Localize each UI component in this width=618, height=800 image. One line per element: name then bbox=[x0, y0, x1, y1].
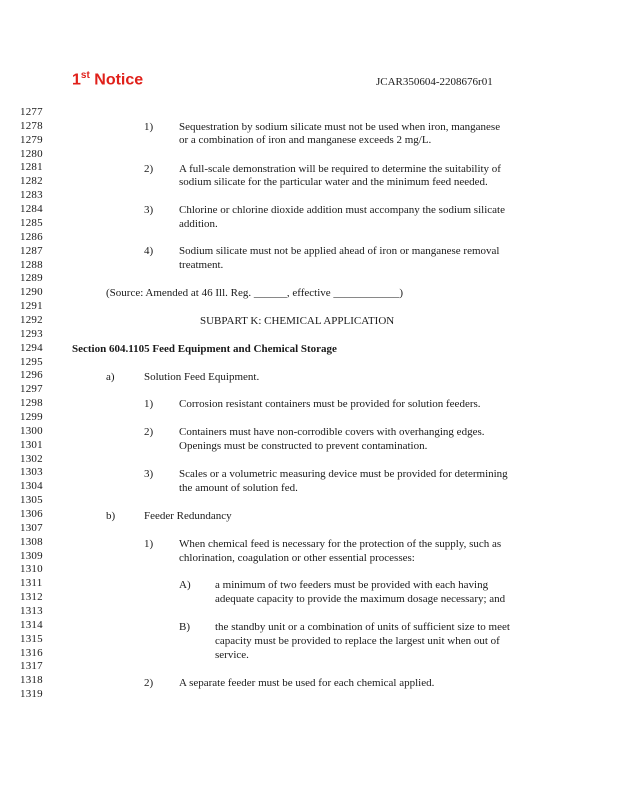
subsection-b-label: b) bbox=[106, 510, 116, 522]
line-number: 1315 bbox=[20, 632, 43, 645]
line-number: 1298 bbox=[20, 397, 43, 410]
subpart-heading: SUBPART K: CHEMICAL APPLICATION bbox=[200, 315, 395, 327]
line-number: 1310 bbox=[20, 563, 43, 576]
line-number: 1287 bbox=[20, 244, 43, 257]
line-number: 1278 bbox=[20, 119, 43, 132]
item-text-line: Scales or a volumetric measuring device must be provided for determining bbox=[179, 468, 508, 480]
item-text-line: Containers must have non-corrodible covers with overhanging edges. bbox=[179, 426, 485, 438]
notice-ordinal: 1 bbox=[72, 71, 81, 89]
source-blank-1: ______ bbox=[253, 287, 287, 299]
line-number: 1284 bbox=[20, 203, 43, 215]
item-label: 2) bbox=[144, 677, 154, 689]
line-number: 1312 bbox=[20, 591, 43, 604]
notice-title bbox=[72, 70, 143, 89]
line-number: 1285 bbox=[20, 216, 43, 229]
line-number: 1281 bbox=[20, 161, 43, 174]
item-text-line: A full-scale demonstration will be required to determine the suitability of bbox=[179, 163, 501, 175]
subitem-text-line: adequate capacity to provide the maximum dosage necessary; and bbox=[215, 593, 506, 605]
line-number: 1295 bbox=[20, 355, 43, 368]
subitem-text-line: service. bbox=[215, 649, 249, 661]
subitem-label: A) bbox=[179, 579, 191, 591]
item-text-line: or a combination of iron and manganese exceeds 2 mg/L. bbox=[179, 134, 432, 146]
notice-suffix: st bbox=[80, 70, 90, 81]
source-suffix: ) bbox=[399, 287, 404, 299]
line-number: 1303 bbox=[20, 466, 43, 479]
line-number: 1286 bbox=[20, 230, 43, 243]
item-label: 1) bbox=[144, 398, 154, 410]
line-number: 1313 bbox=[20, 605, 43, 617]
line-number: 1318 bbox=[20, 674, 43, 687]
line-number: 1304 bbox=[20, 480, 43, 493]
item-text-line: the amount of solution fed. bbox=[179, 482, 298, 494]
item-text-line: Openings must be constructed to prevent contamination. bbox=[179, 440, 428, 452]
item-text-line: Sodium silicate must not be applied ahead of iron or manganese removal bbox=[179, 245, 500, 257]
line-number: 1319 bbox=[20, 688, 43, 701]
line-number: 1279 bbox=[20, 133, 43, 146]
item-text-line: treatment. bbox=[179, 259, 224, 271]
line-number: 1291 bbox=[20, 300, 43, 312]
line-number: 1280 bbox=[20, 147, 43, 160]
item-label: 1) bbox=[144, 121, 154, 133]
item-label: 3) bbox=[144, 468, 154, 480]
line-number: 1302 bbox=[20, 452, 43, 465]
line-number: 1294 bbox=[20, 341, 43, 354]
item-text-line: When chemical feed is necessary for the protection of the supply, such as bbox=[179, 538, 502, 550]
line-number: 1309 bbox=[20, 549, 43, 562]
item-text-line: sodium silicate for the particular water and the minimum feed needed. bbox=[179, 176, 488, 188]
notice-word: Notice bbox=[89, 71, 144, 89]
line-number: 1288 bbox=[20, 258, 43, 271]
subsection-a-label: a) bbox=[106, 371, 115, 383]
line-number: 1282 bbox=[20, 175, 43, 188]
document-id: JCAR350604-2208676r01 bbox=[376, 76, 493, 88]
source-note bbox=[106, 287, 403, 299]
subsection-a-title: Solution Feed Equipment. bbox=[144, 371, 260, 383]
line-number: 1290 bbox=[20, 286, 43, 299]
item-text-line: Sequestration by sodium silicate must not be used when iron, manganese bbox=[179, 121, 501, 133]
item-text-line: chlorination, coagulation or other essential processes: bbox=[179, 552, 415, 564]
line-number: 1283 bbox=[20, 189, 43, 202]
subitem-text-line: a minimum of two feeders must be provided with each having bbox=[215, 579, 489, 591]
item-text-line: addition. bbox=[179, 218, 218, 230]
subitem-text-line: the standby unit or a combination of units of sufficient size to meet bbox=[215, 621, 510, 633]
line-number: 1289 bbox=[20, 272, 43, 285]
line-number: 1300 bbox=[20, 424, 43, 437]
source-middle: , effective bbox=[286, 287, 334, 299]
line-number: 1293 bbox=[20, 327, 43, 340]
item-text-line: Corrosion resistant containers must be provided for solution feeders. bbox=[179, 398, 481, 410]
line-number: 1296 bbox=[20, 369, 43, 382]
line-number: 1314 bbox=[20, 618, 43, 631]
subsection-b-title: Feeder Redundancy bbox=[144, 510, 232, 522]
item-label: 3) bbox=[144, 204, 154, 216]
item-text-line: Chlorine or chlorine dioxide addition must accompany the sodium silicate bbox=[179, 204, 505, 216]
source-prefix: (Source: Amended at 46 Ill. Reg. bbox=[106, 287, 254, 299]
source-blank-2: ____________ bbox=[333, 287, 400, 299]
line-number: 1297 bbox=[20, 383, 43, 396]
item-label: 2) bbox=[144, 426, 154, 438]
line-number: 1292 bbox=[20, 313, 43, 326]
line-number: 1307 bbox=[20, 521, 43, 534]
item-label: 2) bbox=[144, 163, 154, 175]
line-number: 1306 bbox=[20, 507, 43, 520]
item-text-line: A separate feeder must be used for each chemical applied. bbox=[179, 677, 435, 689]
line-number: 1305 bbox=[20, 494, 43, 507]
line-number: 1311 bbox=[20, 577, 43, 590]
line-number: 1308 bbox=[20, 535, 43, 548]
line-number: 1316 bbox=[20, 646, 43, 659]
line-number: 1301 bbox=[20, 438, 43, 451]
line-number: 1299 bbox=[20, 410, 43, 423]
item-label: 4) bbox=[144, 245, 154, 257]
line-number: 1277 bbox=[20, 106, 43, 118]
subitem-text-line: capacity must be provided to replace the largest unit when out of bbox=[215, 635, 500, 647]
subitem-label: B) bbox=[179, 621, 190, 633]
item-label: 1) bbox=[144, 538, 154, 550]
line-number: 1317 bbox=[20, 660, 43, 673]
section-heading: Section 604.1105 Feed Equipment and Chemical Storage bbox=[72, 343, 337, 355]
